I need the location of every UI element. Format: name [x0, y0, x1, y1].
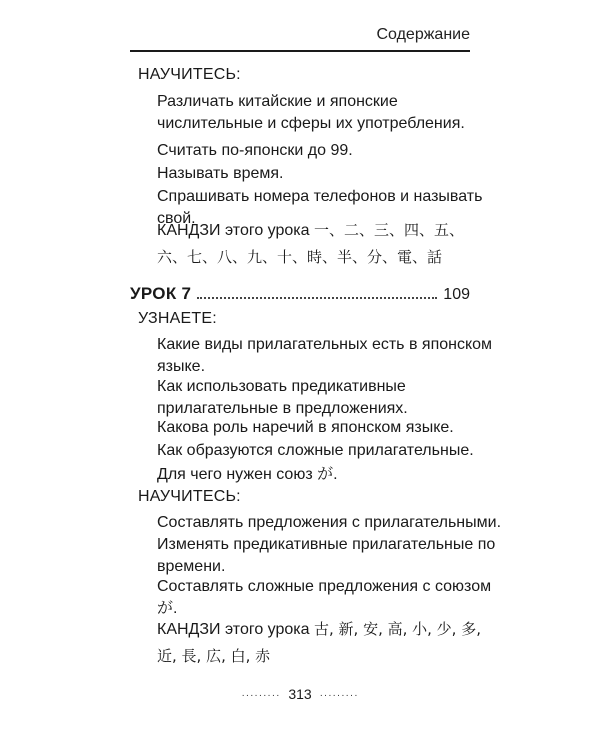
item-line: Называть время. — [157, 165, 284, 182]
list-item — [157, 91, 477, 135]
item-line: Как использовать предикативные — [157, 378, 406, 395]
lesson-title: УРОК 7 — [130, 284, 192, 303]
kanji-list — [157, 618, 481, 667]
item-line: числительные и сферы их употребления. — [157, 115, 465, 132]
list-item — [157, 376, 477, 420]
item-line: прилагательные в предложениях. — [157, 400, 408, 417]
kanji-chars: 古, 新, 安, 高, 小, 少, 多, — [314, 620, 481, 638]
list-item — [157, 464, 477, 486]
lesson-page-number: 109 — [443, 286, 470, 303]
section-heading-learn-to: НАУЧИТЕСЬ: — [138, 488, 241, 505]
item-line: Как образуются сложные прилагательные. — [157, 442, 474, 459]
item-line: Какова роль наречий в японском языке. — [157, 419, 454, 436]
running-header: Содержание — [376, 26, 470, 43]
header-rule — [130, 50, 470, 52]
list-item — [157, 163, 477, 185]
item-line: Считать по-японски до 99. — [157, 142, 353, 159]
item-line: языке. — [157, 358, 206, 375]
folio-dots: ········· — [241, 689, 281, 701]
item-line: свой. — [157, 210, 196, 227]
item-line: が. — [157, 600, 178, 617]
item-line: Для чего нужен союз が. — [157, 466, 338, 483]
kanji-list — [157, 219, 477, 268]
list-item — [157, 576, 492, 620]
list-item — [157, 140, 477, 162]
item-line: Изменять предикативные прилагательные по — [157, 536, 496, 553]
kanji-chars: 一、二、三、四、五、 — [314, 221, 465, 239]
item-line: Спрашивать номера телефонов и называть — [157, 188, 483, 205]
page-footer — [0, 686, 600, 702]
list-item — [157, 534, 496, 578]
kanji-label: КАНДЗИ этого урока — [157, 222, 310, 239]
toc-entry-lesson-7 — [130, 283, 470, 305]
kanji-chars: 近, 長, 広, 白, 赤 — [157, 647, 271, 665]
toc-leader-dots — [197, 283, 437, 299]
list-item — [157, 440, 477, 462]
item-line: времени. — [157, 558, 226, 575]
kanji-chars: 六、七、八、九、十、時、半、分、電、話 — [157, 248, 443, 266]
folio-dots: ········· — [319, 689, 359, 701]
item-line: Составлять предложения с прилагательными. — [157, 514, 502, 531]
list-item — [157, 417, 477, 439]
item-line: Какие виды прилагательных есть в японском — [157, 336, 493, 353]
item-line: Составлять сложные предложения с союзом — [157, 578, 492, 595]
page-number: 313 — [288, 686, 312, 702]
section-heading-learn-to: НАУЧИТЕСЬ: — [138, 66, 241, 83]
list-item — [157, 512, 502, 534]
list-item — [157, 334, 493, 378]
section-heading-you-will-learn: УЗНАЕТЕ: — [138, 310, 217, 327]
item-line: Различать китайские и японские — [157, 93, 398, 110]
kanji-label: КАНДЗИ этого урока — [157, 621, 310, 638]
